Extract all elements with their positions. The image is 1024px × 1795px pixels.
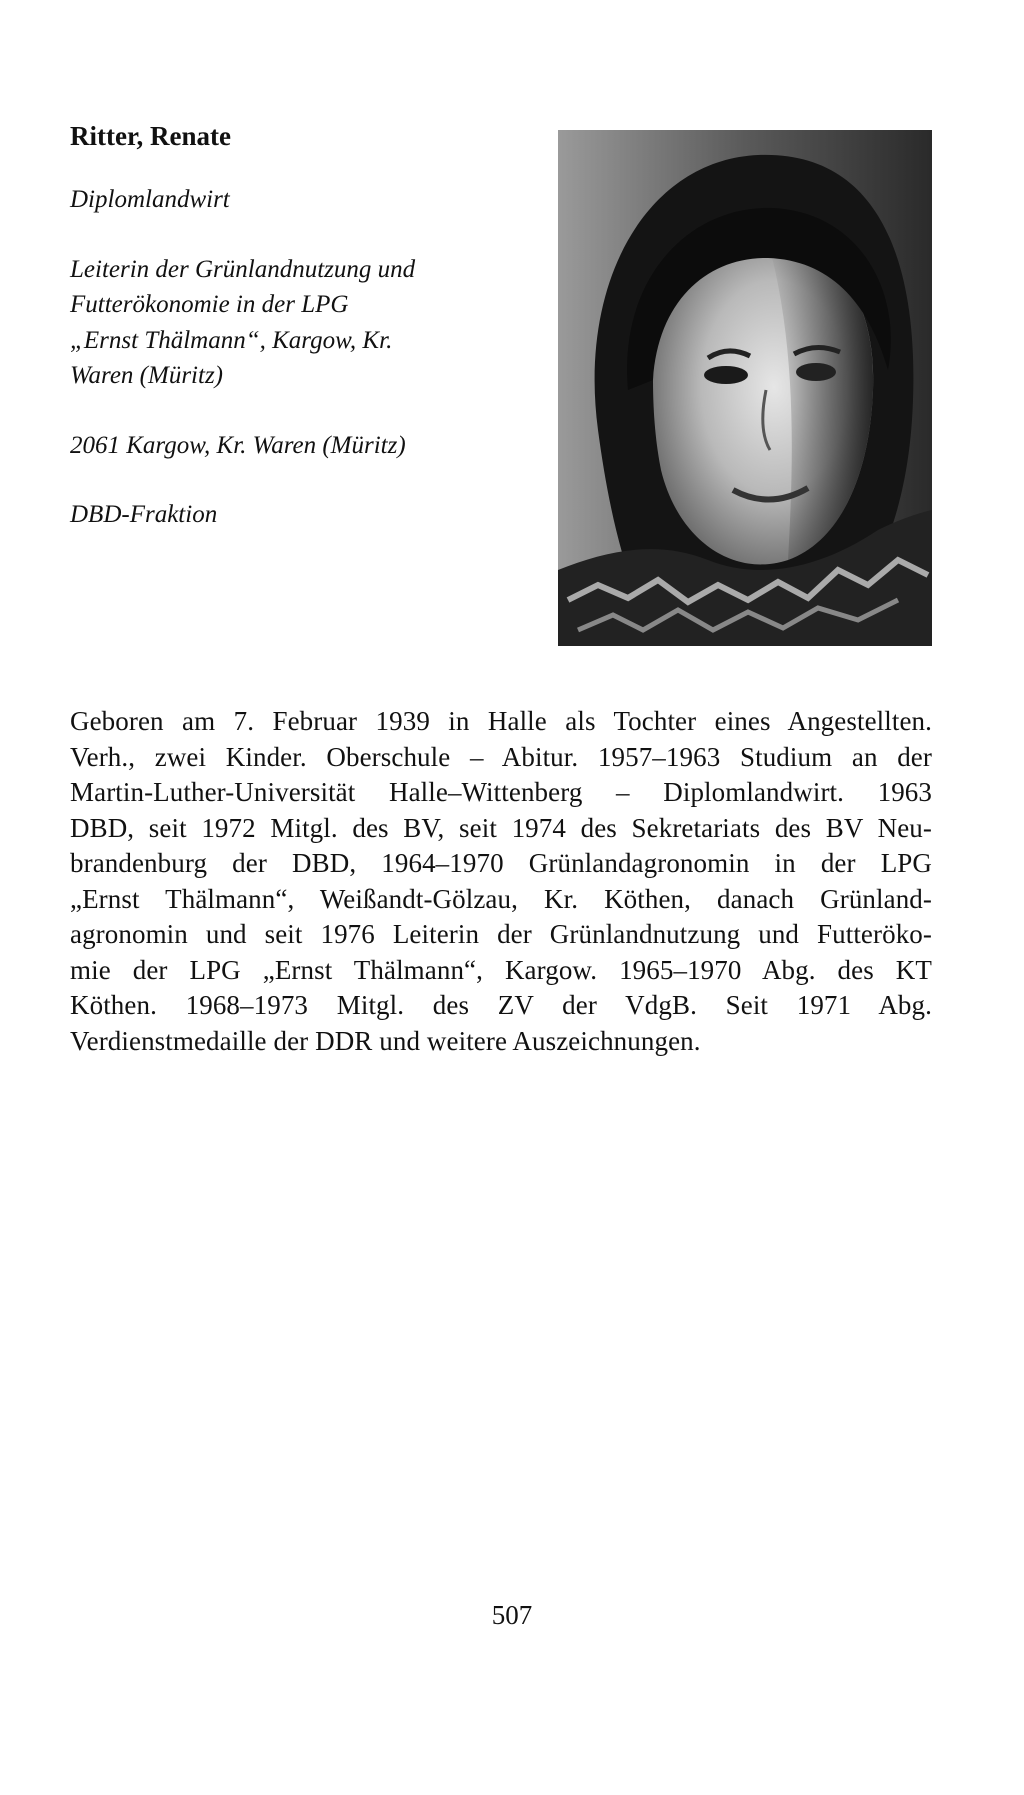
page-number: 507 [491,1600,533,1630]
biography-line: agronomin und seit 1976 Leiterin der Grünlandnutzung und Futteröko- [70,919,932,949]
biography-paragraph [70,704,932,1059]
biography-line: Martin-Luther-Universität Halle–Wittenberg – Diplomlandwirt. 1963 [70,777,932,807]
biography-line: Geboren am 7. Februar 1939 in Halle als Tochter eines Angestellten. [70,706,932,736]
position-line: Leiterin der Grünlandnutzung und [70,255,416,283]
biography-line: Verdienstmedaille der DDR und weitere Auszeichnungen. [70,1025,701,1056]
biography-line: „Ernst Thälmann“, Weißandt-Gölzau, Kr. Köthen, danach Grünland- [70,883,932,914]
biography-line: Köthen. 1968–1973 Mitgl. des ZV der VdgB. Seit 1971 Abg. [70,990,932,1020]
biography-line: Verh., zwei Kinder. Oberschule – Abitur. 1957–1963 Studium an der [70,741,932,772]
position-block [70,252,530,394]
position-line: Waren (Müritz) [70,362,224,390]
biography-line: brandenburg der DBD, 1964–1970 Grünlandagronomin in der LPG [70,848,932,878]
biography-line: mie der LPG „Ernst Thälmann“, Kargow. 1965–1970 Abg. des KT [70,954,932,985]
profession: Diplomlandwirt [70,186,230,214]
faction: DBD-Fraktion [70,501,218,529]
portrait-photo [558,130,932,646]
portrait-image [558,130,932,646]
person-name: Ritter, Renate [70,121,231,151]
address: 2061 Kargow, Kr. Waren (Müritz) [70,431,406,459]
biography-line: DBD, seit 1972 Mitgl. des BV, seit 1974 des Sekretariats des BV Neu- [70,812,932,843]
position-line: „Ernst Thälmann“, Kargow, Kr. [70,326,393,354]
position-line: Futterökonomie in der LPG [70,291,349,319]
entry-header [70,120,530,567]
